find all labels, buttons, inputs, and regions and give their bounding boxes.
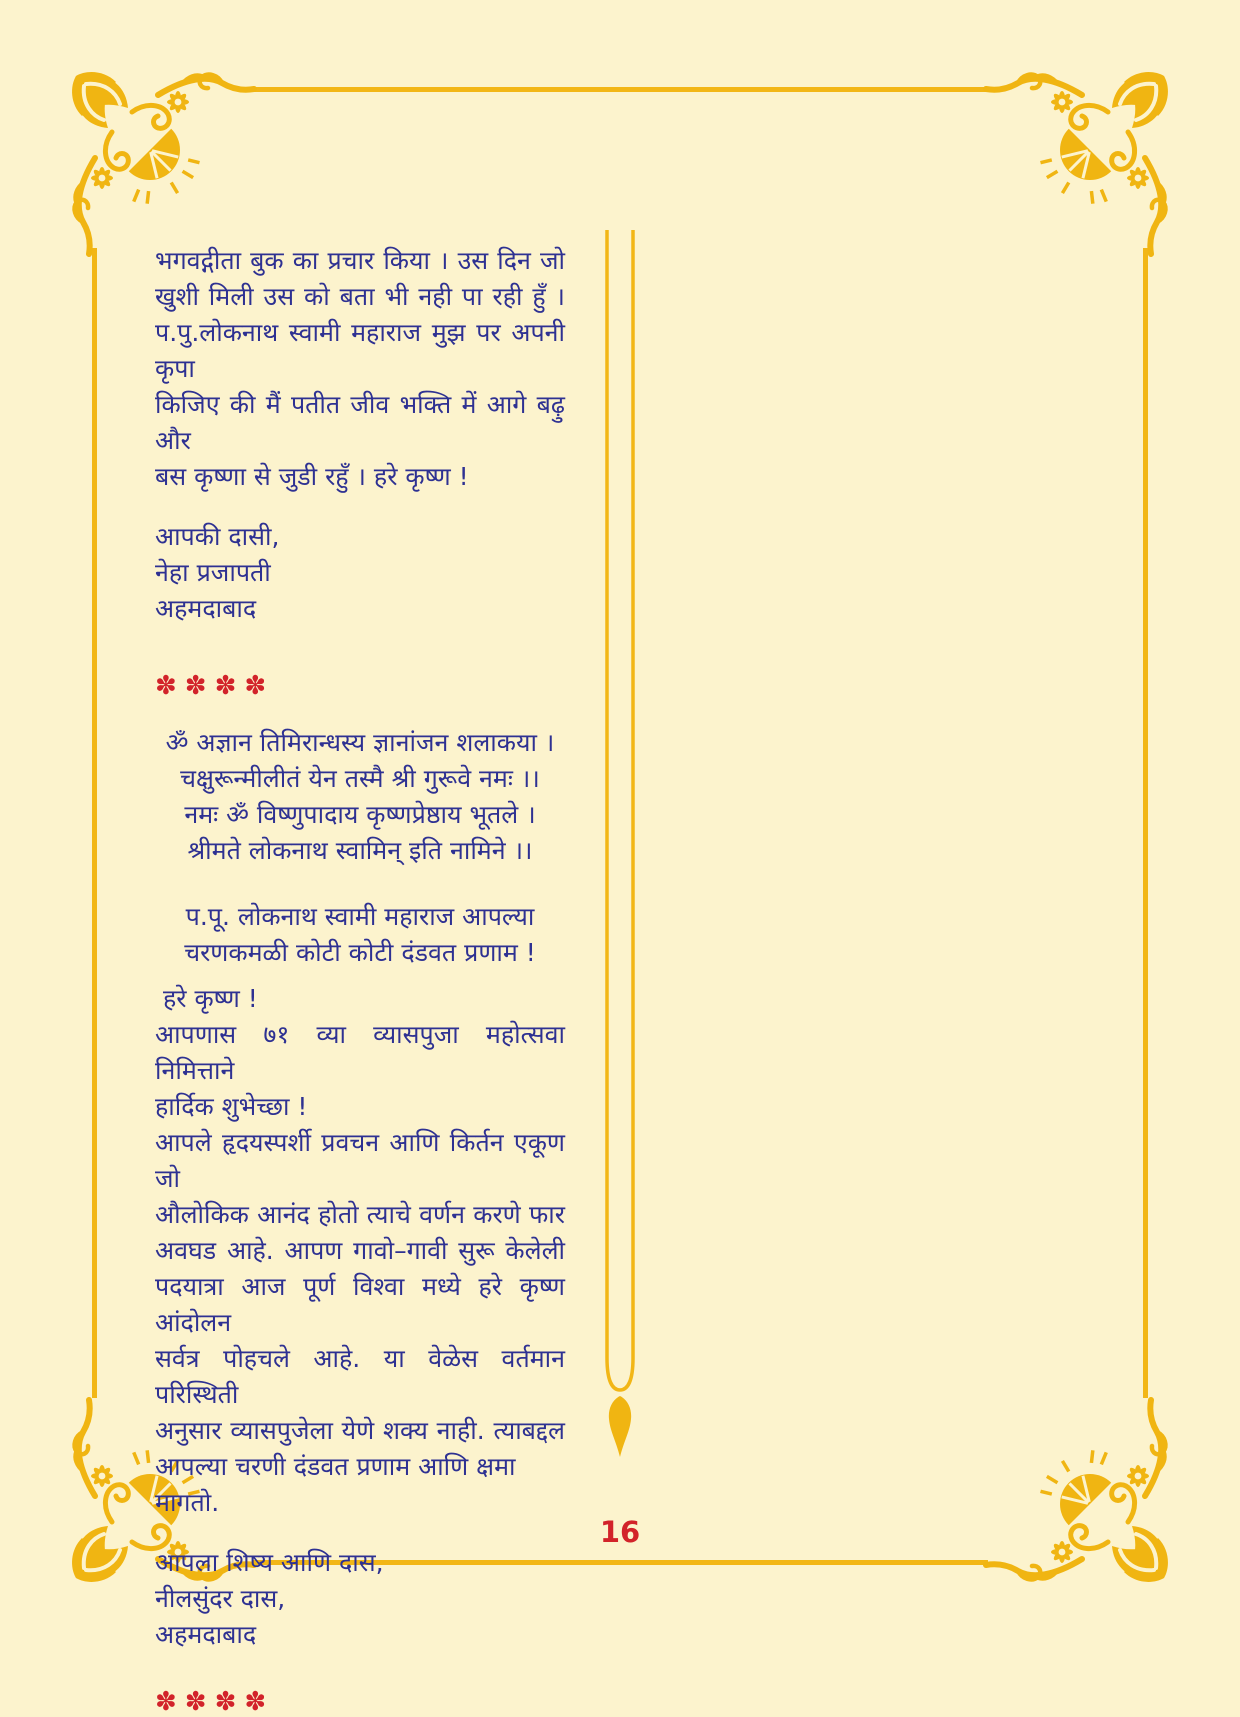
letter1-body-line: किजिए की मैं पतीत जीव भक्ति में आगे बढ़ु और [155,390,565,455]
letter1-body-line: प.पु.लोकनाथ स्वामी महाराज मुझ पर अपनी कृपा [155,318,565,383]
letter2-salutation [155,899,565,971]
invocation-line: नमः ॐ विष्णुपादाय कृष्णप्रेष्ठाय भूतले । [184,800,536,829]
border-line-left [92,248,97,1398]
letter2-body-line: अनुसार व्यासपुजेला येणे शक्य नाही. त्याबद्दल [155,1416,565,1445]
letter1-signature-line: अहमदाबाद [155,594,257,623]
text-column [155,243,565,1717]
letter1-body-line: भगवद्गीता बुक का प्रचार किया । उस दिन जो [155,246,565,275]
letter2-body-line: सर्वत्र पोहचले आहे. या वेळेस वर्तमान परिस्थिती [155,1344,565,1409]
letter2-body-line: औलोकिक आनंद होतो त्याचे वर्णन करणे फार [155,1200,565,1229]
page-number: 16 [599,1515,641,1549]
letter1-signature-line: नेहा प्रजापती [155,558,271,587]
letter1-body [155,243,565,495]
column-divider-icon [596,230,644,1458]
invocation-line: ॐ अज्ञान तिमिरान्धस्य ज्ञानांजन शलाकया । [165,728,555,757]
letter2-body-line: हार्दिक शुभेच्छा ! [155,1092,308,1121]
border-line-right [1143,248,1148,1398]
invocation-line: चक्षुरून्मीलीतं येन तस्मै श्री गुरूवे नमः ।। [180,764,540,793]
letter2-signature [155,1545,565,1653]
letter2-body-line: आपले हृदयस्पर्शी प्रवचन आणि किर्तन एकूण जो [155,1128,565,1193]
letter1-body-line: बस कृष्णा से जुडी रहुँ । हरे कृष्ण ! [155,462,469,491]
salutation-line: चरणकमळी कोटी कोटी दंडवत प्रणाम ! [184,938,536,967]
corner-ornament-top-right-icon [983,62,1178,257]
letter1-signature [155,519,565,627]
salutation-line: प.पू. लोकनाथ स्वामी महाराज आपल्या [185,902,535,931]
letter2-body-line: हरे कृष्ण ! [163,984,258,1013]
letter2-body [155,981,565,1521]
letter2-body-line: अवघड आहे. आपण गावो–गावी सुरू केलेली [155,1236,565,1265]
letter2-signature-line: अहमदाबाद [155,1620,257,1649]
section-separator-stars: ✽✽✽✽ [155,671,275,701]
letter1-body-line: खुशी मिली उस को बता भी नही पा रही हुँ । [155,282,565,311]
corner-ornament-bottom-right-icon [983,1397,1178,1592]
section-separator-stars: ✽✽✽✽ [155,1687,275,1717]
letter2-invocation [155,725,565,869]
letter1-signature-line: आपकी दासी, [155,522,280,551]
letter2-body-line: आपल्या चरणी दंडवत प्रणाम आणि क्षमा मागतो. [155,1452,516,1517]
letter2-body-line: आपणास ७१ व्या व्यासपुजा महोत्सवा निमित्ताने [155,1020,565,1085]
letter2-body-line: पदयात्रा आज पूर्ण विश्वा मध्ये हरे कृष्ण आंदोलन [155,1272,565,1337]
corner-ornament-top-left-icon [62,62,257,257]
invocation-line: श्रीमते लोकनाथ स्वामिन् इति नामिने ।। [187,836,533,865]
border-line-top [252,87,988,92]
letter2-signature-line: नीलसुंदर दास, [155,1584,286,1613]
letter2-signature-line: आपला शिष्य आणि दास, [155,1548,384,1577]
